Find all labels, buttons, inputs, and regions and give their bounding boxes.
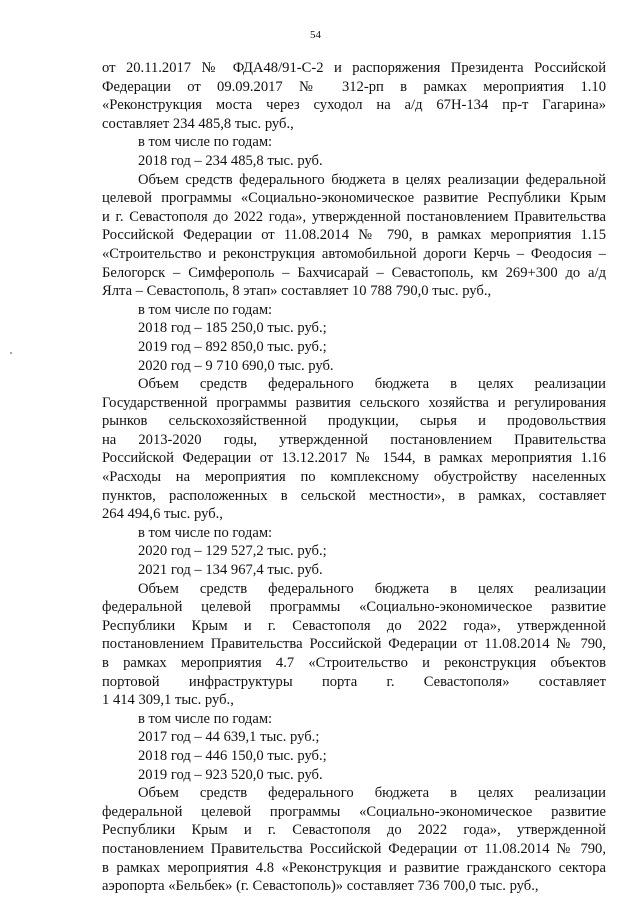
text-line: 2018 год – 446 150,0 тыс. руб.;: [138, 747, 327, 764]
text-line: 264 494,6 тыс. руб.,: [102, 506, 223, 523]
text-line: 2018 год – 234 485,8 тыс. руб.: [138, 152, 323, 169]
text-line: Белогорск – Симферополь – Бахчисарай – Севастополь, км 269+300 до а/д: [102, 264, 606, 281]
text-line: 2018 год – 185 250,0 тыс. руб.;: [138, 320, 327, 337]
document-body: [102, 59, 606, 896]
text-line: Республики Крым и г. Севастополя до 2022 года», утвержденной: [102, 617, 606, 634]
text-line: и г. Севастополя до 2022 года», утвержденной постановлением Правительства: [102, 208, 606, 225]
text-line: «Строительство и реконструкция автомобильной дороги Керчь – Феодосия –: [102, 245, 606, 262]
text-line: составляет 234 485,8 тыс. руб.,: [102, 115, 294, 132]
text-line: в том числе по годам:: [138, 524, 273, 541]
text-line: Российской Федерации от 11.08.2014 № 790, в рамках мероприятия 1.15: [102, 227, 606, 244]
page-number: 54: [310, 29, 321, 41]
text-line: от 20.11.2017 № ФДА48/91-С-2 и распоряжения Президента Российской: [102, 60, 606, 76]
text-line: в том числе по годам:: [138, 134, 273, 151]
text-line: в том числе по годам:: [138, 710, 273, 727]
text-line: Объем средств федерального бюджета в целях реализации: [138, 376, 606, 393]
text-line: пунктов, расположенных в сельской местности», в рамках, составляет: [102, 487, 606, 504]
text-line: 2020 год – 9 710 690,0 тыс. руб.: [138, 357, 334, 374]
text-line: в рамках мероприятия 4.7 «Строительство и реконструкция объектов: [102, 655, 606, 671]
text-line: Государственной программы развития сельского хозяйства и регулирования: [102, 394, 606, 411]
text-line: целевой программы «Социально-экономическое развитие Республики Крым: [102, 190, 606, 207]
text-line: 2017 год – 44 639,1 тыс. руб.;: [138, 729, 320, 746]
scan-speck: [10, 352, 12, 354]
text-line: Объем средств федерального бюджета в целях реализации: [138, 785, 606, 802]
text-line: 2020 год – 129 527,2 тыс. руб.;: [138, 543, 327, 560]
text-line: Ялта – Севастополь, 8 этап» составляет 10 788 790,0 тыс. руб.,: [102, 283, 492, 300]
text-line: на 2013-2020 годы, утвержденной постановлением Правительства: [102, 431, 606, 448]
text-line: 2019 год – 892 850,0 тыс. руб.;: [138, 338, 327, 355]
text-line: Объем средств федерального бюджета в целях реализации федеральной: [138, 171, 606, 188]
text-line: федеральной целевой программы «Социально-экономическое развитие: [102, 599, 606, 616]
text-line: Российской Федерации от 13.12.2017 № 1544, в рамках мероприятия 1.16: [102, 450, 606, 467]
text-line: федеральной целевой программы «Социально-экономическое развитие: [102, 803, 606, 820]
text-line: портовой инфраструктуры порта г. Севастополя» составляет: [102, 673, 606, 690]
text-line: Объем средств федерального бюджета в целях реализации: [138, 580, 606, 597]
text-line: аэропорта «Бельбек» (г. Севастополь)» составляет 736 700,0 тыс. руб.,: [102, 878, 539, 895]
text-line: 2019 год – 923 520,0 тыс. руб.: [138, 766, 323, 783]
text-line: рынков сельскохозяйственной продукции, сырья и продовольствия: [102, 413, 606, 430]
text-line: постановлением Правительства Российской Федерации от 11.08.2014 № 790,: [102, 636, 606, 653]
text-line: Республики Крым и г. Севастополя до 2022 года», утвержденной: [102, 822, 606, 839]
text-line: 1 414 309,1 тыс. руб.,: [102, 692, 234, 709]
text-line: «Реконструкция моста через суходол на а/д 67Н-134 пр-т Гагарина»: [102, 97, 606, 114]
text-line: «Расходы на мероприятия по комплексному обустройству населенных: [102, 469, 606, 486]
text-line: в рамках мероприятия 4.8 «Реконструкция и развитие гражданского сектора: [102, 859, 606, 876]
text-line: Федерации от 09.09.2017 № 312-рп в рамках мероприятия 1.10: [102, 78, 606, 95]
text-line: постановлением Правительства Российской Федерации от 11.08.2014 № 790,: [102, 840, 606, 857]
text-line: 2021 год – 134 967,4 тыс. руб.: [138, 562, 323, 579]
text-line: в том числе по годам:: [138, 301, 273, 318]
